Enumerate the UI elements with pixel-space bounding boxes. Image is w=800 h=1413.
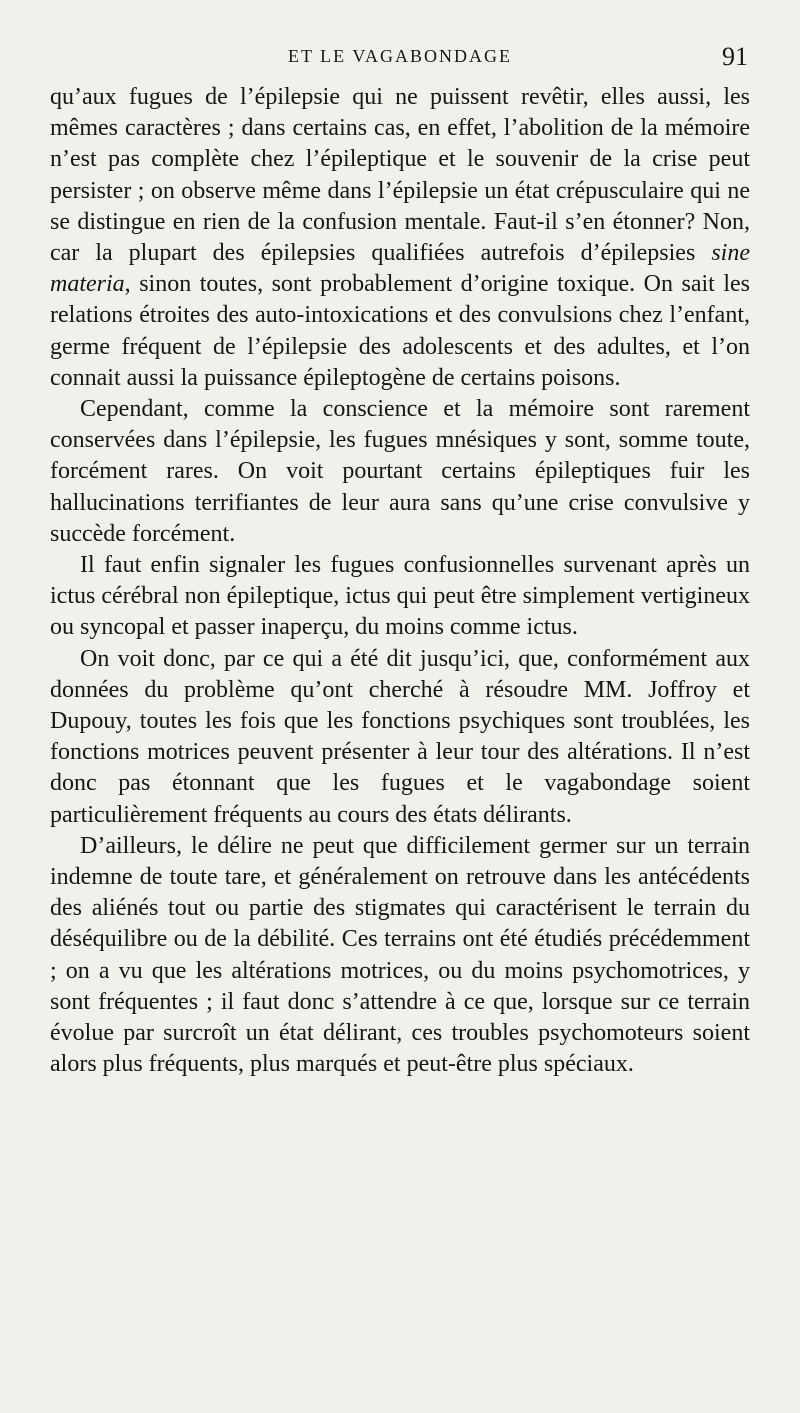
body-text	[50, 82, 750, 1081]
paragraph-2: Cependant, comme la conscience et la mémoire sont rarement conservées dans l’épilepsie, les fugues mnésiques y sont, somme toute, forcément rares. On voit pourtant certains épileptiques fuir les hallucinations terrifiantes de leur aura sans qu’une crise convulsive y succède forcément.	[50, 396, 750, 547]
running-head	[0, 42, 800, 74]
paragraph-3: Il faut enfin signaler les fugues confusionnelles survenant après un ictus cérébral non épileptique, ictus qui peut être simplement vertigineux ou syncopal et passer inaperçu, du moins comme ictus.	[50, 552, 750, 641]
paragraph-1	[50, 82, 750, 394]
page-number: 91	[722, 42, 748, 71]
running-title: ET LE VAGABONDAGE	[287, 46, 512, 66]
paragraph-5: D’ailleurs, le délire ne peut que difficilement germer sur un terrain indemne de toute tare, et généralement on retrouve dans les antécédents des aliénés tout ou partie des stigmates qui caractérisent le terrain du déséquilibre ou de la débilité. Ces terrains ont été étudiés précédemment ; on a vu que les altérations motrices, ou du moins psychomotrices, y sont fréquentes ; il faut donc s’attendre à ce que, lorsque sur ce terrain évolue par surcroît un état délirant, ces troubles psychomoteurs soient alors plus fréquents, plus marqués et peut-être plus spéciaux.	[50, 832, 750, 1078]
paragraph-1-text-a: qu’aux fugues de l’épilepsie qui ne puissent revêtir, elles aussi, les mêmes caractères ; dans certains cas, en effet, l’abolition de la mémoire n’est pas complète chez l’épileptique et le souvenir de la crise peut persister ; on observe même dans l’épilepsie un état crépusculaire qui ne se distingue en rien de la confusion mentale. Faut-il s’en étonner? Non, car la plupart des épilepsies qualifiées autrefois d’épilepsies	[50, 84, 750, 267]
paragraph-1-text-b: , sinon toutes, sont probablement d’origine toxique. On sait les relations étroites des auto-intoxications et des convulsions chez l’enfant, germe fréquent de l’épilepsie des adolescents et des adultes, et l’on connait aussi la puissance épileptogène de certains poisons.	[50, 271, 750, 391]
paragraph-1-italic: sine materia	[50, 240, 750, 298]
paragraph-4: On voit donc, par ce qui a été dit jusqu’ici, que, conformément aux données du problème qu’ont cherché à résoudre MM. Joffroy et Dupouy, toutes les fois que les fonctions psychiques sont troublées, les fonctions motrices peuvent présenter à leur tour des altérations. Il n’est donc pas étonnant que les fugues et le vagabondage soient particulièrement fréquents au cours des états délirants.	[50, 645, 750, 828]
